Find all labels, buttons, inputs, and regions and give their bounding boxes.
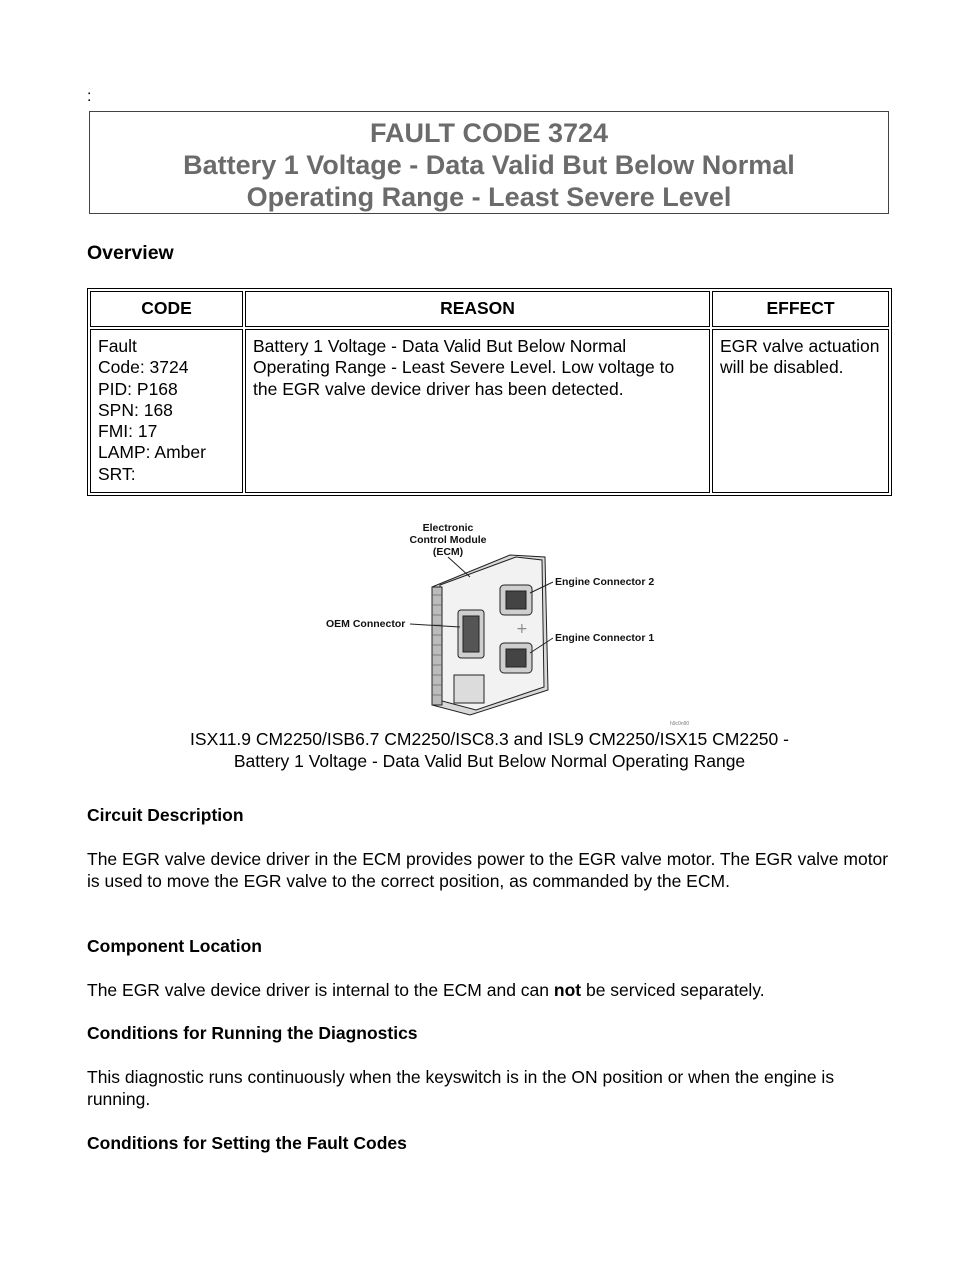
ecm-label-line-2: Control Module	[409, 534, 487, 546]
fault-title-line-2: Battery 1 Voltage - Data Valid But Below Normal	[183, 150, 795, 180]
component-text-start: The EGR valve device driver is internal to the ECM and can	[87, 980, 554, 1000]
code-line-srt: SRT:	[98, 463, 136, 484]
component-text-emphasis: not	[553, 980, 582, 1000]
code-cell	[90, 329, 243, 493]
ecm-label-line-1: Electronic	[422, 522, 474, 534]
leading-colon: :	[87, 88, 92, 105]
component-text-end: be serviced separately.	[581, 980, 765, 1000]
caption-line-1: ISX11.9 CM2250/ISB6.7 CM2250/ISC8.3 and ISL9 CM2250/ISX15 CM2250 -	[190, 729, 789, 749]
running-diagnostics-heading: Conditions for Running the Diagnostics	[87, 1023, 418, 1043]
fault-title-box	[89, 111, 889, 214]
overview-heading: Overview	[87, 242, 174, 264]
effect-cell: EGR valve actuation will be disabled.	[712, 329, 889, 493]
reason-cell: Battery 1 Voltage - Data Valid But Below Normal Operating Range - Least Severe Level. Low voltage to the EGR valve device driver has been detected.	[245, 329, 710, 493]
running-diagnostics-text: This diagnostic runs continuously when the keyswitch is in the ON position or when the engine is running.	[87, 1067, 835, 1109]
engine-connector-2-label: Engine Connector 2	[555, 576, 655, 588]
ecm-module-drawing	[432, 555, 548, 715]
code-line-pid: PID: P168	[98, 378, 178, 399]
header-code: CODE	[90, 291, 243, 327]
code-line-fault: Fault	[98, 336, 137, 356]
figure-id: h9c0n90	[670, 721, 690, 727]
ecm-connector-diagram	[320, 515, 700, 730]
code-line-spn: SPN: 168	[98, 399, 173, 420]
circuit-description-text: The EGR valve device driver in the ECM provides power to the EGR valve motor. The EGR valve motor is used to move the EGR valve to the correct position, as commanded by the ECM.	[87, 849, 889, 891]
engine-connector-1-label: Engine Connector 1	[555, 632, 655, 644]
caption-line-2: Battery 1 Voltage - Data Valid But Below Normal Operating Range	[233, 750, 746, 771]
svg-text:+: +	[516, 621, 528, 637]
code-line-lamp: LAMP: Amber	[98, 442, 206, 463]
fault-code-title: FAULT CODE 3724	[369, 118, 609, 148]
fault-title-line-3: Operating Range - Least Severe Level	[246, 182, 732, 212]
oem-connector-label: OEM Connector	[326, 618, 406, 630]
table-header-row	[90, 291, 889, 327]
ecm-label-line-3: (ECM)	[432, 546, 464, 558]
component-location-heading: Component Location	[87, 936, 262, 956]
header-effect: EFFECT	[712, 291, 889, 327]
figure-caption	[87, 729, 892, 772]
table-row	[90, 329, 889, 493]
fault-code-table	[87, 288, 892, 496]
code-line-fmi: FMI: 17	[98, 421, 158, 442]
code-line-code: Code: 3724	[98, 357, 189, 378]
component-location-text	[87, 980, 897, 1002]
setting-fault-codes-heading: Conditions for Setting the Fault Codes	[87, 1133, 407, 1153]
circuit-description-heading: Circuit Description	[87, 805, 244, 825]
header-reason: REASON	[245, 291, 710, 327]
